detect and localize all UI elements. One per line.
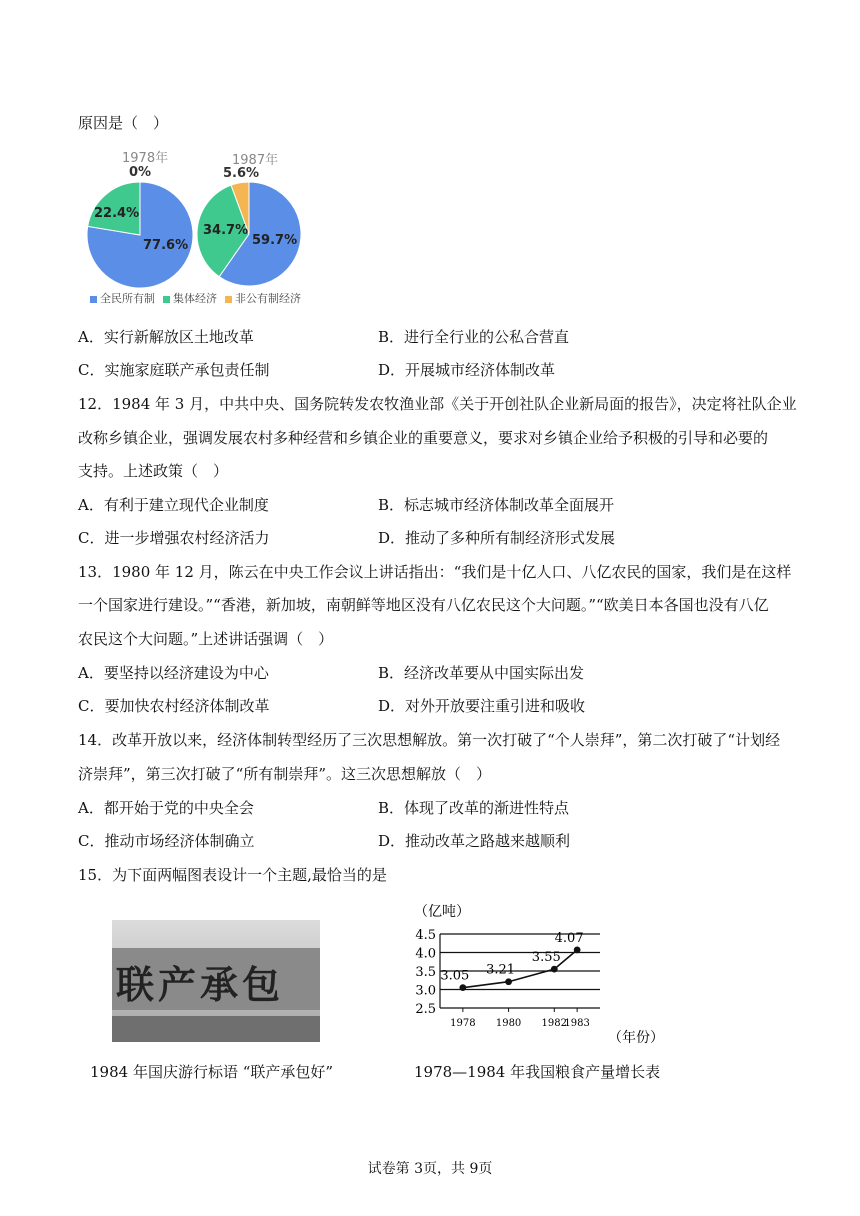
q14-option-c[interactable]: C．推动市场经济体制确立 — [78, 832, 255, 850]
pie-1978-label-collective: 22.4% — [94, 206, 140, 221]
data-point — [574, 947, 581, 954]
chart-x-unit-label: （年份） — [608, 1030, 664, 1046]
q12-option-a[interactable]: A．有利于建立现代企业制度 — [78, 496, 269, 514]
pie-1978-top-label: 0% — [129, 165, 152, 180]
q12-stem-line-3: 支持。上述政策（ ） — [78, 462, 229, 480]
q13-stem-line-3: 农民这个大问题。”上述讲话强调（ ） — [78, 630, 334, 648]
parade-photo — [112, 920, 320, 1042]
x-tick-label: 1980 — [495, 1018, 522, 1029]
photo-banner-text: 联产承包 — [116, 963, 285, 1007]
legend-item-state: 全民所有制 — [90, 290, 155, 306]
y-tick-label: 2.5 — [415, 1002, 436, 1017]
data-label: 4.07 — [554, 930, 584, 946]
x-tick-label: 1983 — [564, 1018, 590, 1029]
q14-option-b[interactable]: B．体现了改革的渐进性特点 — [378, 799, 570, 817]
q14-option-a[interactable]: A．都开始于党的中央全会 — [78, 799, 254, 817]
pie-1987-label-collective: 34.7% — [203, 223, 249, 238]
x-tick-label: 1978 — [450, 1018, 476, 1029]
q13-stem-line-2: 一个国家进行建设。”“香港，新加坡，南朝鲜等地区没有八亿农民这个大问题。”“欧美日本各国也没有八亿 — [78, 596, 769, 614]
pie-1978-label-state: 77.6% — [143, 238, 189, 253]
data-label: 3.21 — [486, 962, 516, 978]
data-label: 3.05 — [440, 968, 470, 984]
q13-option-c[interactable]: C．要加快农村经济体制改革 — [78, 697, 270, 715]
pie-legend — [90, 290, 301, 306]
y-tick-label: 4.5 — [415, 928, 436, 943]
pie-1987-top-label: 5.6% — [223, 166, 260, 181]
y-tick-label: 4.0 — [415, 946, 436, 962]
q11-option-b[interactable]: B．进行全行业的公私合营直 — [378, 328, 570, 346]
q14-stem-line-1: 14．改革开放以来，经济体制转型经历了三次思想解放。第一次打破了“个人崇拜”，第二次打破了“计划经 — [78, 731, 781, 749]
pie-1978-year-label: 1978年 — [122, 151, 169, 166]
q12-stem-line-2: 改称乡镇企业，强调发展农村多种经营和乡镇企业的重要意义，要求对乡镇企业给予积极的引导和必要的 — [78, 429, 769, 447]
q12-option-c[interactable]: C．进一步增强农村经济活力 — [78, 529, 270, 547]
y-tick-label: 3.5 — [415, 965, 436, 980]
data-point — [505, 978, 512, 985]
data-point — [551, 966, 558, 973]
pie-chart-1978 — [85, 180, 195, 290]
grain-output-chart — [410, 896, 670, 1056]
chart-y-unit-label: （亿吨） — [414, 904, 470, 920]
chart-caption: 1978—1984 年我国粮食产量增长表 — [414, 1063, 661, 1081]
pie-1987-year-label: 1987年 — [232, 153, 279, 168]
q14-stem-line-2: 济崇拜”，第三次打破了“所有制崇拜”。这三次思想解放（ ） — [78, 765, 492, 783]
q13-option-b[interactable]: B．经济改革要从中国实际出发 — [378, 664, 585, 682]
data-label: 3.55 — [531, 950, 561, 966]
q14-option-d[interactable]: D．推动改革之路越来越顺利 — [378, 832, 571, 850]
pie-1987-label-state: 59.7% — [252, 233, 298, 248]
x-tick-label: 1982 — [541, 1018, 568, 1029]
q12-stem-line-1: 12．1984 年 3 月，中共中央、国务院转发农牧渔业部《关于开创社队企业新局面的报告》，决定将社队企业 — [78, 395, 797, 413]
photo-crowd — [112, 1016, 320, 1042]
legend-item-collective: 集体经济 — [163, 290, 217, 306]
q12-option-d[interactable]: D．推动了多种所有制经济形式发展 — [378, 529, 616, 547]
q12-option-b[interactable]: B．标志城市经济体制改革全面展开 — [378, 496, 615, 514]
page-footer: 试卷第 3页，共 9页 — [367, 1161, 493, 1177]
photo-caption: 1984 年国庆游行标语 “联产承包好” — [90, 1063, 334, 1081]
question-stem-tail: 原因是（ ） — [78, 114, 169, 132]
q11-option-c[interactable]: C．实施家庭联产承包责任制 — [78, 361, 270, 379]
q13-option-a[interactable]: A．要坚持以经济建设为中心 — [78, 664, 269, 682]
q11-option-a[interactable]: A．实行新解放区土地改革 — [78, 328, 254, 346]
q13-stem-line-1: 13．1980 年 12 月，陈云在中央工作会议上讲话指出：“我们是十亿人口、八亿农民的国家，我们是在这样 — [78, 563, 792, 581]
data-point — [459, 984, 466, 991]
q11-option-d[interactable]: D．开展城市经济体制改革 — [378, 361, 556, 379]
legend-item-nonpublic: 非公有制经济 — [225, 290, 301, 306]
q15-stem: 15．为下面两幅图表设计一个主题,最恰当的是 — [78, 866, 387, 884]
q13-option-d[interactable]: D．对外开放要注重引进和吸收 — [378, 697, 586, 715]
y-tick-label: 3.0 — [415, 983, 436, 999]
